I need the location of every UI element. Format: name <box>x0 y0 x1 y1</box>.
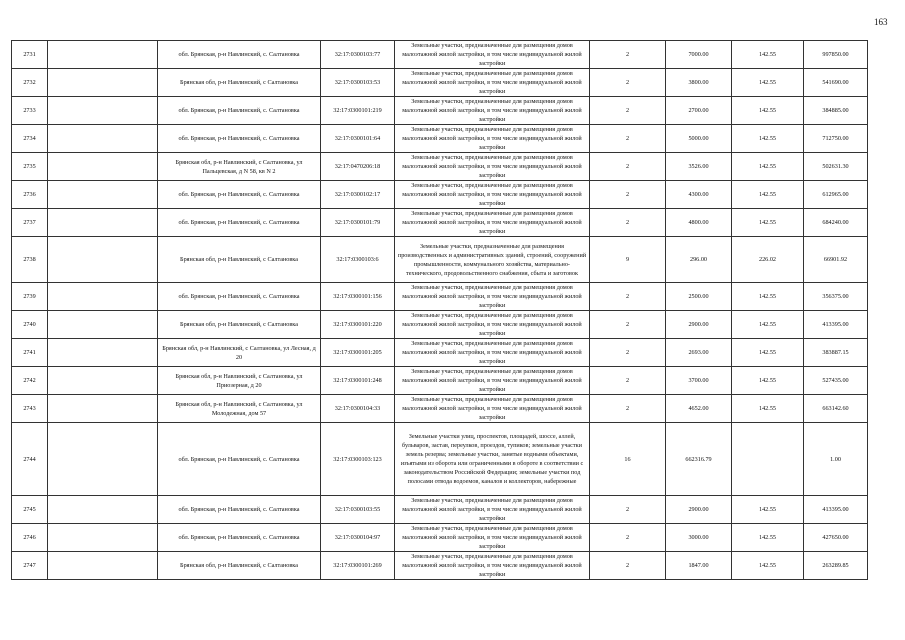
row-number-cell: 2733 <box>12 97 48 125</box>
blank-cell <box>48 181 158 209</box>
blank-cell <box>48 423 158 496</box>
rate-cell <box>732 423 804 496</box>
land-use-cell: Земельные участки, предназначенные для размещения домов малоэтажной жилой застройки, в том числе индивидуальной жилой застройки <box>395 41 590 69</box>
cadastral-value-cell: 383887.15 <box>804 339 868 367</box>
rate-cell: 142.55 <box>732 311 804 339</box>
use-group-cell: 2 <box>590 125 666 153</box>
row-number-cell: 2745 <box>12 496 48 524</box>
row-number-cell: 2742 <box>12 367 48 395</box>
use-group-cell: 2 <box>590 395 666 423</box>
land-use-cell: Земельные участки, предназначенные для размещения домов малоэтажной жилой застройки, в том числе индивидуальной жилой застройки <box>395 311 590 339</box>
rate-cell: 142.55 <box>732 283 804 311</box>
table-row <box>12 496 868 524</box>
table-row <box>12 423 868 496</box>
land-use-cell: Земельные участки, предназначенные для размещения домов малоэтажной жилой застройки, в том числе индивидуальной жилой застройки <box>395 496 590 524</box>
land-use-cell: Земельные участки, предназначенные для размещения домов малоэтажной жилой застройки, в том числе индивидуальной жилой застройки <box>395 367 590 395</box>
blank-cell <box>48 552 158 580</box>
use-group-cell: 2 <box>590 97 666 125</box>
cadastral-value-cell: 997850.00 <box>804 41 868 69</box>
rate-cell: 142.55 <box>732 41 804 69</box>
use-group-cell: 2 <box>590 181 666 209</box>
table-row <box>12 395 868 423</box>
address-cell: Брянская обл, р-н Навлинский, с Салтановка <box>158 552 321 580</box>
area-cell: 2693.00 <box>666 339 732 367</box>
table-row <box>12 41 868 69</box>
cadastral-value-cell: 541690.00 <box>804 69 868 97</box>
address-cell: Брянская обл, р-н Навлинский, с Салтановка, ул Приозерная, д 20 <box>158 367 321 395</box>
cadastral-value-cell: 1.00 <box>804 423 868 496</box>
use-group-cell: 2 <box>590 367 666 395</box>
rate-cell: 142.55 <box>732 181 804 209</box>
cadastral-value-cell: 527435.00 <box>804 367 868 395</box>
area-cell: 5000.00 <box>666 125 732 153</box>
rate-cell: 142.55 <box>732 153 804 181</box>
cadastral-number-cell: 32:17:0300101:64 <box>321 125 395 153</box>
cadastral-value-cell: 384885.00 <box>804 97 868 125</box>
cadastral-value-cell: 684240.00 <box>804 209 868 237</box>
area-cell: 4300.00 <box>666 181 732 209</box>
use-group-cell: 2 <box>590 524 666 552</box>
cadastral-value-cell: 413395.00 <box>804 311 868 339</box>
address-cell: Брянская обл, р-н Навлинский, с Салтановка <box>158 237 321 283</box>
rate-cell: 142.55 <box>732 339 804 367</box>
table-row <box>12 367 868 395</box>
land-registry-table <box>11 40 868 580</box>
land-use-cell: Земельные участки, предназначенные для размещения домов малоэтажной жилой застройки, в том числе индивидуальной жилой застройки <box>395 395 590 423</box>
table-row <box>12 125 868 153</box>
land-use-cell: Земельные участки, предназначенные для размещения домов малоэтажной жилой застройки, в том числе индивидуальной жилой застройки <box>395 181 590 209</box>
address-cell: Брянская обл, р-н Навлинский, с Салтановка <box>158 69 321 97</box>
use-group-cell: 2 <box>590 41 666 69</box>
blank-cell <box>48 311 158 339</box>
cadastral-number-cell: 32:17:0300103:55 <box>321 496 395 524</box>
rate-cell: 142.55 <box>732 367 804 395</box>
use-group-cell: 2 <box>590 311 666 339</box>
land-use-cell: Земельные участки, предназначенные для размещения производственных и административных зданий, строений, сооружений промышленности, коммунального хозяйства, материально-технического, продовольственного снабжения, сбыта и заготовок <box>395 237 590 283</box>
land-use-cell: Земельные участки, предназначенные для размещения домов малоэтажной жилой застройки, в том числе индивидуальной жилой застройки <box>395 524 590 552</box>
use-group-cell: 16 <box>590 423 666 496</box>
table-row <box>12 524 868 552</box>
row-number-cell: 2739 <box>12 283 48 311</box>
row-number-cell: 2735 <box>12 153 48 181</box>
land-use-cell: Земельные участки, предназначенные для размещения домов малоэтажной жилой застройки, в том числе индивидуальной жилой застройки <box>395 283 590 311</box>
table-row <box>12 209 868 237</box>
address-cell: обл. Брянская, р-н Навлинский, с. Салтановка <box>158 125 321 153</box>
row-number-cell: 2736 <box>12 181 48 209</box>
area-cell: 2700.00 <box>666 97 732 125</box>
address-cell: обл. Брянская, р-н Навлинский, с. Салтановка <box>158 423 321 496</box>
cadastral-number-cell: 32:17:0300104:33 <box>321 395 395 423</box>
row-number-cell: 2737 <box>12 209 48 237</box>
rate-cell: 142.55 <box>732 69 804 97</box>
blank-cell <box>48 395 158 423</box>
address-cell: обл. Брянская, р-н Навлинский, с. Салтановка <box>158 283 321 311</box>
land-use-cell: Земельные участки, предназначенные для размещения домов малоэтажной жилой застройки, в том числе индивидуальной жилой застройки <box>395 69 590 97</box>
address-cell: Брянская обл, р-н Навлинский, с Салтановка, ул Лесная, д 20 <box>158 339 321 367</box>
area-cell: 2900.00 <box>666 311 732 339</box>
row-number-cell: 2740 <box>12 311 48 339</box>
land-use-cell: Земельные участки, предназначенные для размещения домов малоэтажной жилой застройки, в том числе индивидуальной жилой застройки <box>395 339 590 367</box>
row-number-cell: 2738 <box>12 237 48 283</box>
row-number-cell: 2744 <box>12 423 48 496</box>
use-group-cell: 2 <box>590 552 666 580</box>
rate-cell: 142.55 <box>732 524 804 552</box>
area-cell: 662316.79 <box>666 423 732 496</box>
blank-cell <box>48 69 158 97</box>
land-use-cell: Земельные участки, предназначенные для размещения домов малоэтажной жилой застройки, в том числе индивидуальной жилой застройки <box>395 125 590 153</box>
rate-cell: 142.55 <box>732 125 804 153</box>
row-number-cell: 2741 <box>12 339 48 367</box>
cadastral-number-cell: 32:17:0300101:269 <box>321 552 395 580</box>
area-cell: 1847.00 <box>666 552 732 580</box>
row-number-cell: 2732 <box>12 69 48 97</box>
row-number-cell: 2743 <box>12 395 48 423</box>
area-cell: 4652.00 <box>666 395 732 423</box>
cadastral-value-cell: 663142.60 <box>804 395 868 423</box>
table-row <box>12 552 868 580</box>
cadastral-number-cell: 32:17:0300101:248 <box>321 367 395 395</box>
area-cell: 2500.00 <box>666 283 732 311</box>
row-number-cell: 2747 <box>12 552 48 580</box>
use-group-cell: 2 <box>590 339 666 367</box>
area-cell: 7000.00 <box>666 41 732 69</box>
table-row <box>12 311 868 339</box>
cadastral-number-cell: 32:17:0300103:6 <box>321 237 395 283</box>
page-number: 163 <box>874 17 888 27</box>
rate-cell: 142.55 <box>732 209 804 237</box>
cadastral-value-cell: 502631.30 <box>804 153 868 181</box>
cadastral-number-cell: 32:17:0300104:97 <box>321 524 395 552</box>
land-use-cell: Земельные участки, предназначенные для размещения домов малоэтажной жилой застройки, в том числе индивидуальной жилой застройки <box>395 97 590 125</box>
cadastral-number-cell: 32:17:0300101:79 <box>321 209 395 237</box>
blank-cell <box>48 367 158 395</box>
cadastral-number-cell: 32:17:0300101:219 <box>321 97 395 125</box>
row-number-cell: 2734 <box>12 125 48 153</box>
blank-cell <box>48 125 158 153</box>
cadastral-value-cell: 356375.00 <box>804 283 868 311</box>
blank-cell <box>48 153 158 181</box>
use-group-cell: 2 <box>590 209 666 237</box>
use-group-cell: 2 <box>590 153 666 181</box>
blank-cell <box>48 41 158 69</box>
cadastral-number-cell: 32:17:0300103:123 <box>321 423 395 496</box>
address-cell: Брянская обл, р-н Навлинский, с Салтановка, ул Молодежная, дом 57 <box>158 395 321 423</box>
use-group-cell: 2 <box>590 69 666 97</box>
rate-cell: 142.55 <box>732 552 804 580</box>
blank-cell <box>48 283 158 311</box>
cadastral-value-cell: 612965.00 <box>804 181 868 209</box>
table-row <box>12 181 868 209</box>
cadastral-number-cell: 32:17:0300103:77 <box>321 41 395 69</box>
land-use-cell: Земельные участки, предназначенные для размещения домов малоэтажной жилой застройки, в том числе индивидуальной жилой застройки <box>395 209 590 237</box>
cadastral-number-cell: 32:17:0300101:156 <box>321 283 395 311</box>
rate-cell: 142.55 <box>732 97 804 125</box>
area-cell: 3000.00 <box>666 524 732 552</box>
cadastral-value-cell: 427650.00 <box>804 524 868 552</box>
address-cell: обл. Брянская, р-н Навлинский, с. Салтановка <box>158 97 321 125</box>
address-cell: Брянская обл, р-н Навлинский, с Салтановка, ул Пальцевская, д N 58, кв N 2 <box>158 153 321 181</box>
area-cell: 296.00 <box>666 237 732 283</box>
cadastral-number-cell: 32:17:0300101:220 <box>321 311 395 339</box>
blank-cell <box>48 524 158 552</box>
use-group-cell: 2 <box>590 496 666 524</box>
address-cell: обл. Брянская, р-н Навлинский, с. Салтановка <box>158 524 321 552</box>
row-number-cell: 2746 <box>12 524 48 552</box>
cadastral-number-cell: 32:17:0470206:18 <box>321 153 395 181</box>
cadastral-value-cell: 413395.00 <box>804 496 868 524</box>
cadastral-value-cell: 263289.85 <box>804 552 868 580</box>
address-cell: обл. Брянская, р-н Навлинский, с. Салтановка <box>158 209 321 237</box>
area-cell: 3526.00 <box>666 153 732 181</box>
address-cell: обл. Брянская, р-н Навлинский, с. Салтановка <box>158 496 321 524</box>
blank-cell <box>48 496 158 524</box>
cadastral-value-cell: 712750.00 <box>804 125 868 153</box>
blank-cell <box>48 237 158 283</box>
cadastral-number-cell: 32:17:0300103:53 <box>321 69 395 97</box>
table-row <box>12 69 868 97</box>
table-row <box>12 339 868 367</box>
area-cell: 4800.00 <box>666 209 732 237</box>
table-row <box>12 237 868 283</box>
cadastral-number-cell: 32:17:0300102:17 <box>321 181 395 209</box>
land-use-cell: Земельные участки, предназначенные для размещения домов малоэтажной жилой застройки, в том числе индивидуальной жилой застройки <box>395 552 590 580</box>
blank-cell <box>48 97 158 125</box>
cadastral-value-cell: 66901.92 <box>804 237 868 283</box>
land-use-cell: Земельные участки, предназначенные для размещения домов малоэтажной жилой застройки, в том числе индивидуальной жилой застройки <box>395 153 590 181</box>
rate-cell: 142.55 <box>732 395 804 423</box>
area-cell: 3700.00 <box>666 367 732 395</box>
rate-cell: 226.02 <box>732 237 804 283</box>
address-cell: обл. Брянская, р-н Навлинский, с. Салтановка <box>158 181 321 209</box>
table-body <box>12 41 868 580</box>
area-cell: 2900.00 <box>666 496 732 524</box>
table-row <box>12 283 868 311</box>
area-cell: 3800.00 <box>666 69 732 97</box>
row-number-cell: 2731 <box>12 41 48 69</box>
address-cell: обл. Брянская, р-н Навлинский, с. Салтановка <box>158 41 321 69</box>
table-row <box>12 153 868 181</box>
use-group-cell: 9 <box>590 237 666 283</box>
table-row <box>12 97 868 125</box>
rate-cell: 142.55 <box>732 496 804 524</box>
address-cell: Брянская обл, р-н Навлинский, с Салтановка <box>158 311 321 339</box>
cadastral-number-cell: 32:17:0300101:205 <box>321 339 395 367</box>
land-use-cell: Земельные участки улиц, проспектов, площадей, шоссе, аллей, бульваров, застав, переулков, проездов, тупиков; земельные участки земель резерва; земельные участки, занятые водными объектами, изъятыми из оборота или ограниченными в обороте в соответствии с законодательством Российской Федерации; земельные участки под полосами отвода водоемов, каналов и коллекторов, набережные <box>395 423 590 496</box>
blank-cell <box>48 209 158 237</box>
use-group-cell: 2 <box>590 283 666 311</box>
blank-cell <box>48 339 158 367</box>
